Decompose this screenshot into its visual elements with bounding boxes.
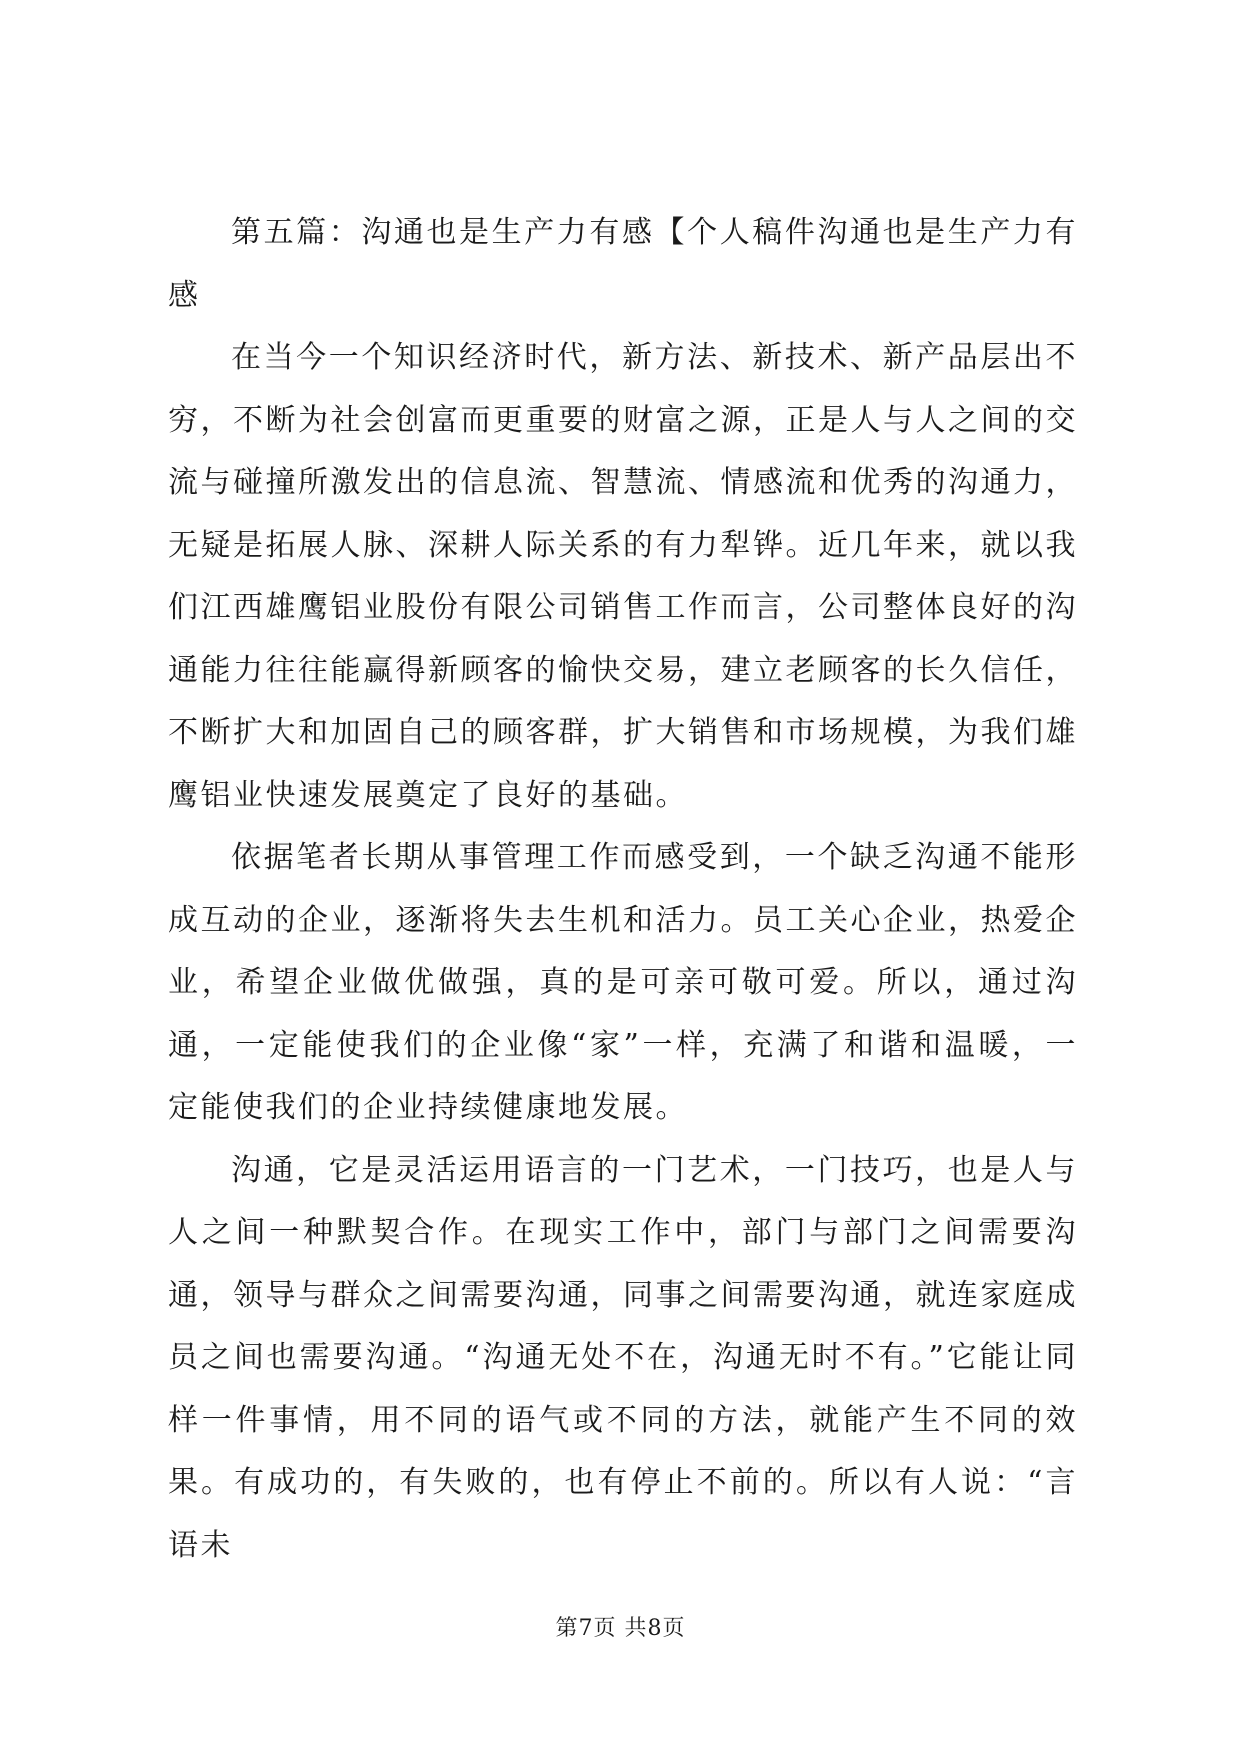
paragraph-2: 依据笔者长期从事管理工作而感受到，一个缺乏沟通不能形成互动的企业，逐渐将失去生机和活力。员工关心企业，热爱企业，希望企业做优做强，真的是可亲可敬可爱。所以，通过沟通，一定能使我们的企业像“家”一样，充满了和谐和温暖，一定能使我们的企业持续健康地发展。: [168, 840, 1078, 1125]
document-body: [168, 202, 1078, 1577]
paragraph-1: 在当今一个知识经济时代，新方法、新技术、新产品层出不穷，不断为社会创富而更重要的财富之源，正是人与人之间的交流与碰撞所激发出的信息流、智慧流、情感流和优秀的沟通力，无疑是拓展人脉、深耕人际关系的有力犁铧。近几年来，就以我们江西雄鹰铝业股份有限公司销售工作而言，公司整体良好的沟通能力往往能赢得新顾客的愉快交易，建立老顾客的长久信任，不断扩大和加固自己的顾客群，扩大销售和市场规模，为我们雄鹰铝业快速发展奠定了良好的基础。: [168, 340, 1078, 813]
document-title: 第五篇：沟通也是生产力有感【个人稿件沟通也是生产力有感: [168, 215, 1078, 313]
paragraph-3: 沟通，它是灵活运用语言的一门艺术，一门技巧，也是人与人之间一种默契合作。在现实工作中，部门与部门之间需要沟通，领导与群众之间需要沟通，同事之间需要沟通，就连家庭成员之间也需要沟通。“沟通无处不在，沟通无时不有。”它能让同样一件事情，用不同的语气或不同的方法，就能产生不同的效果。有成功的，有失败的，也有停止不前的。所以有人说：“言语未: [168, 1152, 1078, 1563]
page-number-footer: 第7页 共8页: [555, 1616, 686, 1641]
